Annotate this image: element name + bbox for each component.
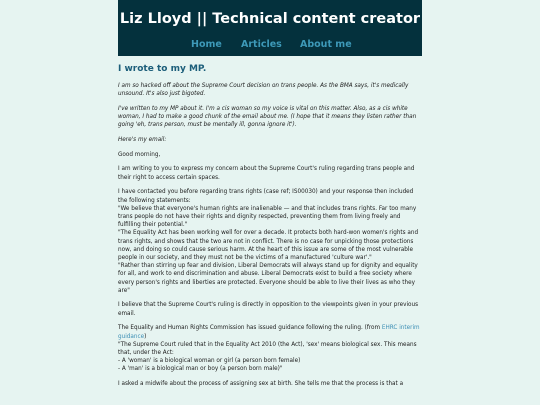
- email-paragraph-5: I asked a midwife about the process of assigning sex at birth. She tells me that the process is that a: [118, 381, 404, 388]
- email-greeting: Good morning,: [118, 151, 161, 158]
- quote-equality-act: "The Equality Act has been working well for over a decade. It protects both hard-won women's rights and trans rights, and shows that the two are not in conflict. There is no case for unpicking those protections now, and doing so could cause serious harm. At the heart of this issue are some of the most vulnerable people in our society, and they must not be the victims of a manufactured 'culture war'.": [118, 230, 419, 261]
- quote-supreme-court: "The Supreme Court ruled that in the Equality Act 2010 (the Act), 'sex' means biological sex. This means that, under the Act:: [118, 341, 417, 356]
- previous-contact-text: I have contacted you before regarding trans rights (case ref; IS00030) and your response then included the following statements:: [118, 189, 414, 204]
- bullet-man: - A 'man' is a biological man or boy (a person born male)": [118, 366, 283, 373]
- bullet-woman: - A 'woman' is a biological woman or girl (a person born female): [118, 358, 301, 365]
- nav-link-home[interactable]: Home: [191, 39, 222, 50]
- email-paragraph-3: I believe that the Supreme Court's ruling is directly in opposition to the viewpoints given in your previous email.: [118, 302, 419, 317]
- nav-link-about-me[interactable]: About me: [300, 39, 352, 50]
- article-title: I wrote to my MP.: [118, 64, 207, 74]
- site-header: [118, 0, 422, 56]
- quote-dignity-equality: "Rather than stirring up fear and division, Liberal Democrats will always stand up for dignity and equality for all, and work to end discrimination and abuse. Liberal Democrats exist to build a free society where every person's rights and liberties are protected. Everyone should be able to live their lives as who they are": [118, 263, 418, 294]
- ehrc-intro-text: The Equality and Human Rights Commission has issued guidance following the ruling. (from: [118, 325, 382, 332]
- email-paragraph-4: [118, 324, 422, 373]
- intro-paragraph-1: I am so hacked off about the Supreme Court decision on trans people. As the BMA says, it's medically unsound. It's also just bigoted.: [118, 83, 409, 98]
- email-paragraph-2: [118, 188, 422, 295]
- site-title: Liz Lloyd || Technical content creator: [119, 11, 421, 27]
- ehrc-close-paren: ): [144, 333, 147, 340]
- nav-link-articles[interactable]: Articles: [241, 39, 282, 50]
- ehrc-guidance-link[interactable]: EHRC interim guidance: [118, 325, 420, 340]
- article-content: [118, 64, 422, 395]
- email-paragraph-1: I am writing to you to express my concern about the Supreme Court's ruling regarding trans people and their right to access certain spaces.: [118, 166, 415, 181]
- main-nav: [118, 39, 422, 53]
- intro-paragraph-3: Here's my email:: [118, 137, 167, 144]
- quote-human-rights: "We believe that everyone's human rights are inalienable — and that includes trans rights. Far too many trans people do not have their rights and dignity respected, preventing them from living freely and fulfilling their potential.": [118, 205, 417, 229]
- intro-paragraph-2: I've written to my MP about it. I'm a cis woman so my voice is vital on this matter. Also, as a cis white woman, I had to make a good chunk of the email about me. (I hope that it means they listen rather than going 'eh, trans person, must be mentally ill, gonna ignore it').: [118, 105, 417, 129]
